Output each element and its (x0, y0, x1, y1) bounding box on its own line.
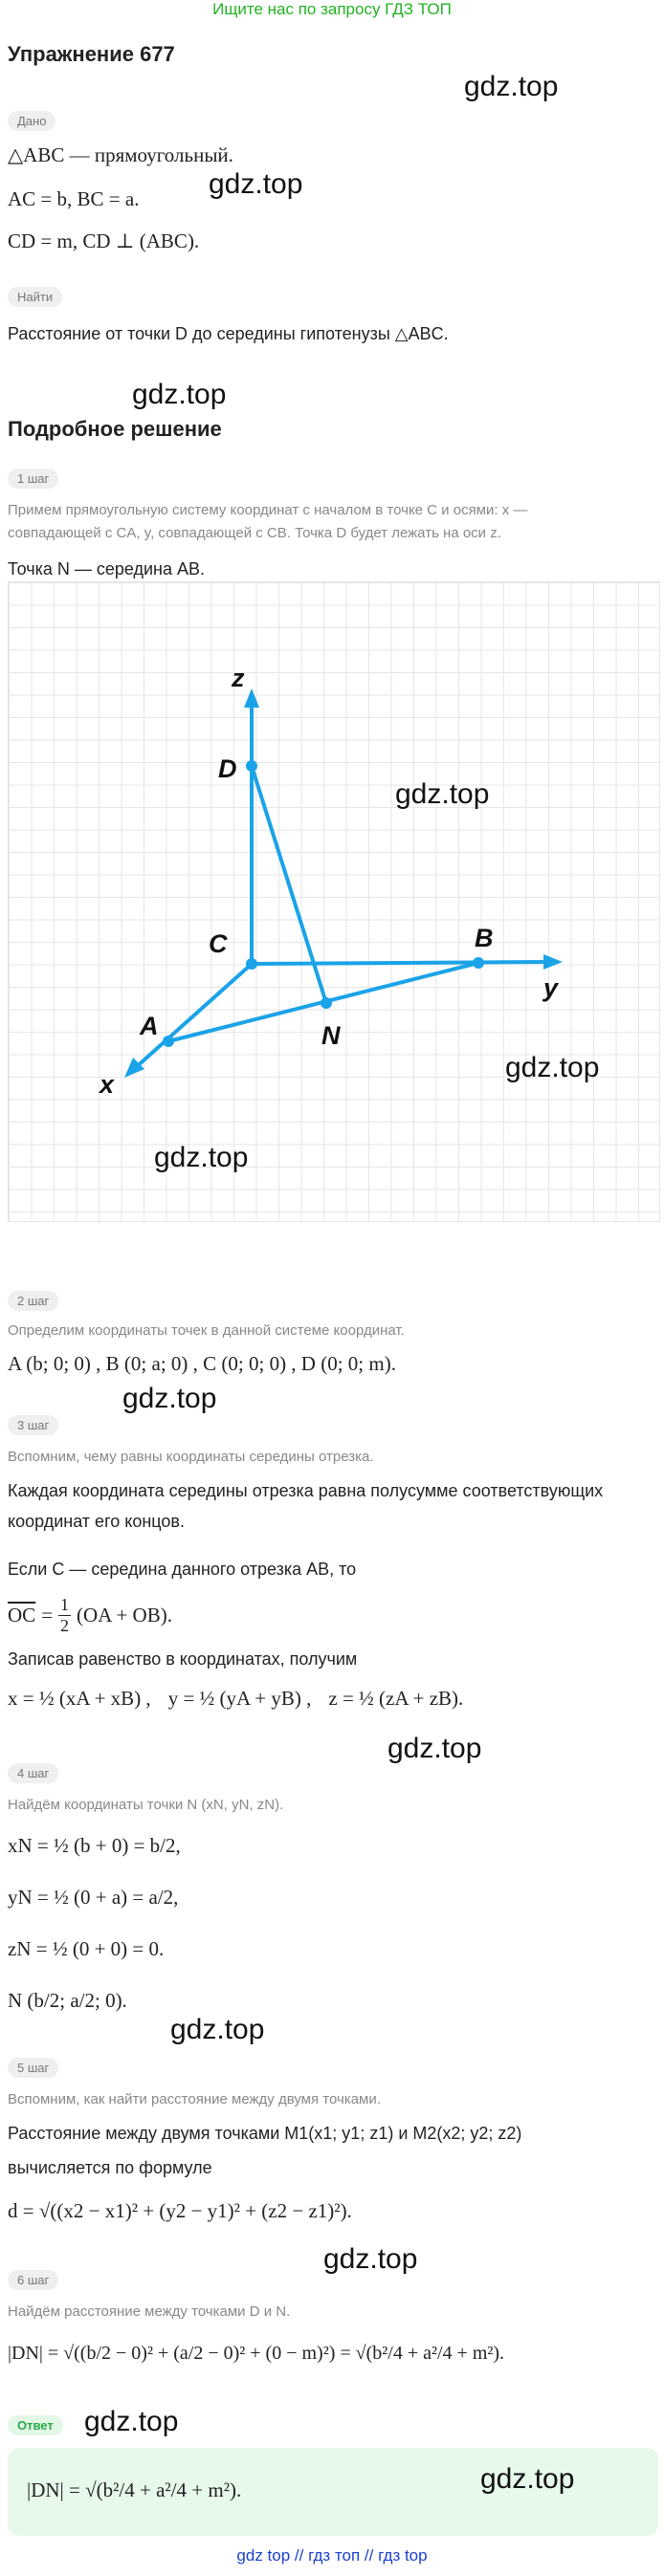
step-3-text: Вспомним, чему равны координаты середины отрезка. (8, 1449, 374, 1465)
step-6-badge: 6 шаг (8, 2270, 58, 2290)
step-4-xn: xN = ½ (b + 0) = b/2, (8, 1834, 181, 1857)
step-6-text: Найдём расстояние между точками D и N. (8, 2303, 291, 2320)
watermark: gdz.top (480, 2463, 575, 2495)
step-1-text-1: Примем прямоугольную систему координат с началом в точке C и осями: x — (8, 502, 528, 518)
label-x: x (100, 1070, 115, 1099)
equals-sign: = (41, 1604, 54, 1626)
step-5-rule: Расстояние между двумя точками M1(x1; y1; z1) и M2(x2; y2; z2) (8, 2124, 522, 2143)
z-arrow (244, 688, 259, 708)
watermark: gdz.top (154, 1142, 249, 1173)
watermark: gdz.top (170, 2014, 265, 2045)
midpoint-y: y = ½ (yA + yB) , (167, 1687, 312, 1710)
point-B (473, 957, 484, 969)
step-3-rule-1: Каждая координата середины отрезка равна полусумме соответствующих (8, 1481, 604, 1500)
step-1-text-3: Точка N — середина AB. (8, 559, 206, 579)
solution-title: Подробное решение (8, 417, 222, 441)
step-6-formula: |DN| = √((b/2 − 0)² + (a/2 − 0)² + (0 − m)²) = √(b²/4 + a²/4 + m²). (8, 2343, 505, 2364)
midpoint-x: x = ½ (xA + xB) , (8, 1687, 151, 1710)
step-5-formula: d = √((x2 − x1)² + (y2 − y1)² + (z2 − z1)²). (8, 2199, 352, 2222)
watermark: gdz.top (132, 379, 227, 410)
step-3-write: Записав равенство в координатах, получим (8, 1649, 358, 1669)
midpoint-coords (8, 1687, 463, 1711)
half-fraction: $\frac{1}{2}$ (60, 1595, 70, 1635)
vector-sum: (OA + OB). (77, 1604, 172, 1626)
find-badge: Найти (8, 287, 62, 307)
answer-formula: |DN| = √(b²/4 + a²/4 + m²). (27, 2478, 242, 2501)
watermark: gdz.top (505, 1052, 600, 1083)
vector-oc: $\overline{OC}$ (8, 1604, 36, 1626)
step-4-n-point: N (b/2; a/2; 0). (8, 1989, 127, 2012)
given-badge: Дано (8, 111, 55, 131)
step-1-text-2: совпадающей с CA, y, совпадающей с CB. Точка D будет лежать на оси z. (8, 525, 501, 541)
given-line-2: AC = b, BC = a. (8, 187, 140, 210)
label-A: A (140, 1012, 159, 1040)
step-1-badge: 1 шаг (8, 469, 58, 489)
given-line-1: △ABC — прямоугольный. (8, 143, 233, 166)
segment-DN (252, 766, 326, 1003)
point-A (163, 1036, 174, 1047)
step-4-badge: 4 шаг (8, 1763, 58, 1783)
y-axis-line (252, 962, 548, 964)
bottom-banner[interactable]: gdz top // гдз топ // гдз top (236, 2546, 428, 2565)
vector-formula (8, 1595, 172, 1636)
step-5-text: Вспомним, как найти расстояние между двумя точками. (8, 2091, 381, 2107)
watermark: gdz.top (209, 168, 303, 200)
watermark: gdz.top (395, 778, 490, 810)
watermark: gdz.top (387, 1733, 482, 1764)
watermark: gdz.top (122, 1383, 217, 1414)
y-arrow (543, 954, 563, 970)
find-text: Расстояние от точки D до середины гипотенузы △ABC. (8, 324, 449, 343)
step-3-rule-2: координат его концов. (8, 1512, 185, 1531)
step-2-badge: 2 шаг (8, 1291, 58, 1311)
step-5-badge: 5 шаг (8, 2058, 58, 2078)
point-N (321, 997, 332, 1009)
step-3-if: Если C — середина данного отрезка AB, то (8, 1560, 357, 1579)
top-banner[interactable]: Ищите нас по запросу ГДЗ ТОП (212, 0, 452, 18)
watermark: gdz.top (84, 2406, 179, 2437)
given-line-3: CD = m, CD ⊥ (ABC). (8, 229, 200, 252)
label-C: C (209, 929, 228, 958)
watermark: gdz.top (323, 2243, 418, 2275)
coordinate-diagram (8, 581, 658, 1220)
answer-badge: Ответ (8, 2415, 63, 2435)
midpoint-z: z = ½ (zA + zB). (328, 1687, 464, 1710)
label-B: B (475, 924, 494, 952)
point-D (246, 760, 257, 772)
page-title: Упражнение 677 (8, 42, 175, 66)
step-2-text: Определим координаты точек в данной системе координат. (8, 1322, 405, 1339)
label-D: D (218, 754, 237, 783)
step-4-zn: zN = ½ (0 + 0) = 0. (8, 1937, 165, 1960)
point-C (246, 958, 257, 970)
label-y: y (543, 973, 559, 1002)
step-5-rule-2: вычисляется по формуле (8, 2158, 212, 2177)
step-2-coords: A (b; 0; 0) , B (0; a; 0) , C (0; 0; 0) , D (0; 0; m). (8, 1352, 396, 1375)
step-3-badge: 3 шаг (8, 1415, 58, 1435)
step-4-text: Найдём координаты точки N (xN, yN, zN). (8, 1797, 284, 1813)
watermark: gdz.top (464, 71, 559, 102)
step-4-yn: yN = ½ (0 + a) = a/2, (8, 1886, 179, 1909)
label-N: N (321, 1021, 341, 1050)
label-z: z (232, 664, 245, 692)
